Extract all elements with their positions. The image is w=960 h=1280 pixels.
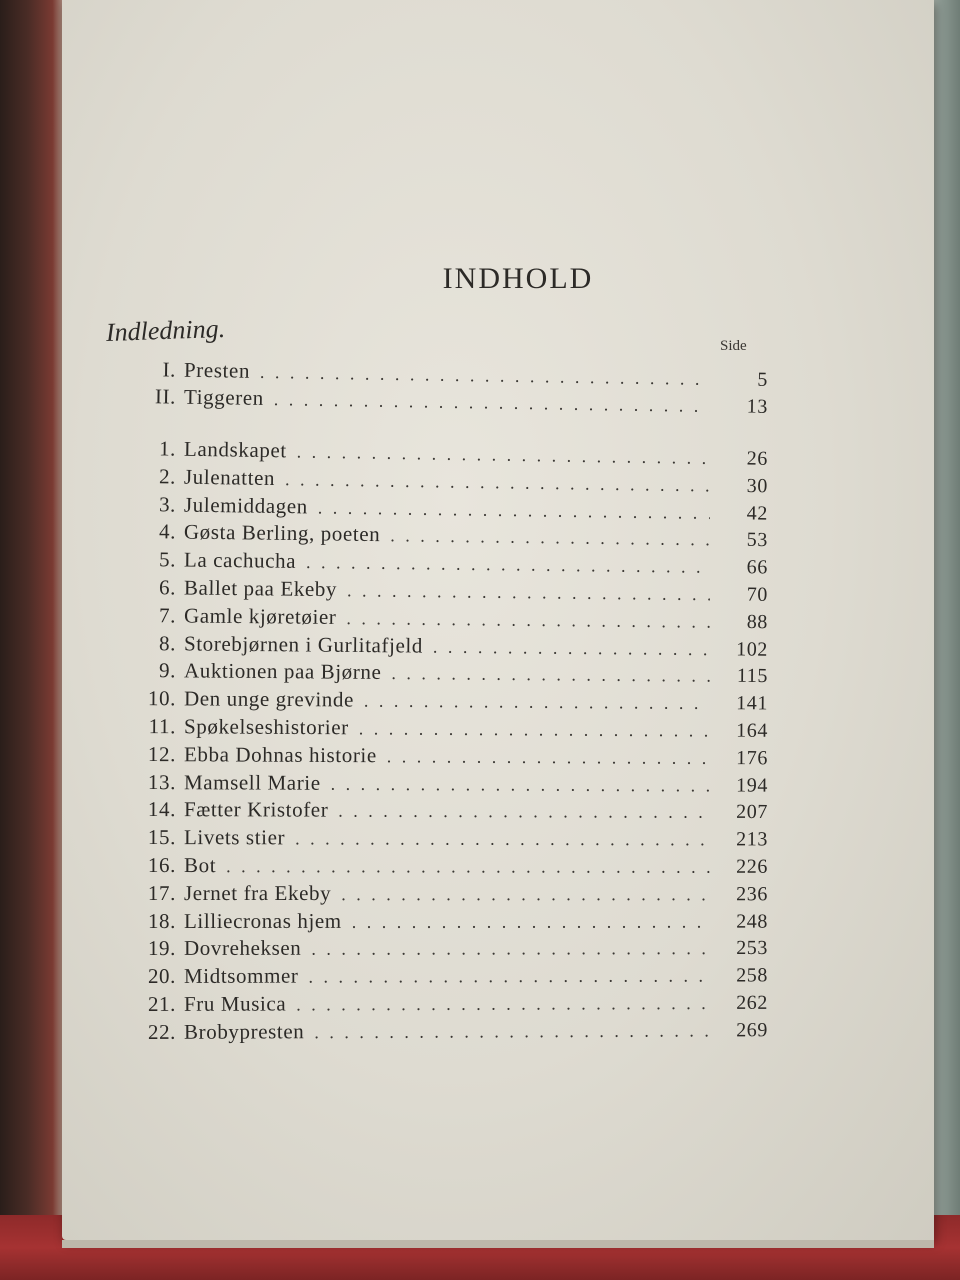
toc-entry-number: 11.: [148, 714, 177, 739]
dot-leader: [296, 993, 710, 1015]
toc-entry-number: 20.: [147, 963, 177, 988]
toc-entry-page: 26: [746, 447, 769, 470]
dot-leader: [331, 774, 710, 797]
toc-entry: [138, 962, 768, 990]
dot-leader: [359, 718, 710, 741]
dot-leader: [274, 389, 710, 417]
toc-entry-page: 115: [736, 664, 769, 688]
toc-entry-number: 13.: [147, 770, 177, 795]
toc-entry-page: 236: [736, 883, 769, 906]
toc-entry-title: Jernet fra Ekeby: [183, 881, 332, 906]
toc-entry-page: 176: [736, 747, 769, 770]
dot-leader: [314, 1020, 710, 1043]
toc-entry-page: 248: [736, 910, 769, 933]
toc-entry: [138, 714, 768, 744]
toc-entry-number: 7.: [158, 603, 177, 628]
toc-entry: [138, 603, 768, 635]
toc-entry-number: 1.: [158, 436, 177, 461]
toc-entry: [138, 909, 768, 935]
toc-entry: [138, 881, 768, 907]
toc-entry-page: 42: [746, 502, 769, 525]
toc-entry-page: 258: [736, 964, 769, 987]
toc-entry-page: 88: [746, 611, 769, 634]
book-page: [62, 0, 934, 1240]
toc-entry-page: 262: [736, 991, 769, 1014]
toc-entry-number: 3.: [158, 492, 177, 517]
toc-entry-title: Julemiddagen: [183, 492, 309, 519]
toc-entry-title: Presten: [183, 357, 251, 383]
toc-entry-title: Bot: [183, 853, 217, 878]
toc-entry-title: Tiggeren: [183, 384, 265, 410]
dot-leader: [346, 608, 710, 633]
toc-entry-title: Brobypresten: [183, 1019, 305, 1044]
toc-entry-title: Midtsommer: [183, 963, 299, 988]
toc-entry-number: 22.: [147, 1019, 177, 1044]
toc-entry-number: 18.: [147, 908, 177, 933]
toc-entry-title: Spøkelseshistorier: [183, 714, 349, 740]
page-edge: [62, 1240, 934, 1248]
toc-entry-title: La cachucha: [183, 547, 297, 573]
toc-entry-title: Ballet paa Ekeby: [183, 575, 338, 602]
toc-entry-number: 12.: [147, 742, 177, 767]
toc-entry-page: 13: [746, 395, 769, 418]
toc-entry-number: 9.: [158, 658, 177, 683]
toc-entry-title: Julenatten: [183, 464, 276, 491]
dot-leader: [352, 912, 710, 933]
dot-leader: [297, 441, 710, 468]
toc-entry-number: I.: [162, 357, 177, 382]
toc-entry-page: 213: [736, 828, 769, 851]
toc-entry-number: 5.: [158, 547, 177, 572]
toc-entry: [138, 990, 768, 1018]
dot-leader: [318, 497, 710, 523]
toc-entry-page: 30: [746, 474, 769, 498]
toc-entry-title: Fru Musica: [183, 991, 287, 1016]
toc-entry-number: 14.: [147, 797, 177, 822]
toc-entry-title: Ebba Dohnas historie: [183, 742, 377, 768]
toc-entry-title: Gøsta Berling, poeten: [183, 519, 381, 547]
toc-entry-number: 16.: [147, 853, 177, 878]
toc-entry-page: 164: [736, 719, 769, 742]
toc-entry: [138, 935, 768, 962]
dot-leader: [311, 938, 710, 960]
side-column-label: Side: [720, 338, 747, 354]
toc-entry: [138, 686, 768, 716]
toc-entry-number: 8.: [158, 631, 177, 656]
toc-entry-page: 194: [736, 774, 769, 797]
toc-entry-title: Landskapet: [183, 436, 287, 463]
toc-entry: [138, 1017, 768, 1046]
dot-leader: [285, 469, 710, 496]
toc-entry: [138, 742, 768, 771]
toc-entry-title: Dovreheksen: [183, 935, 302, 960]
toc-entry-number: 19.: [147, 935, 177, 960]
toc-entry: [138, 658, 768, 689]
dot-leader: [306, 552, 710, 578]
dot-leader: [341, 884, 710, 905]
dot-leader: [364, 691, 710, 714]
toc-entry-page: 70: [746, 583, 769, 606]
toc-entry: [138, 853, 768, 880]
dot-leader: [308, 966, 710, 988]
intro-heading: Indledning.: [105, 313, 226, 347]
book-spine-left: [0, 0, 70, 1280]
page-title: INDHOLD: [442, 262, 594, 295]
toc-entry-page: 207: [736, 800, 769, 824]
toc-entry-page: 269: [736, 1019, 769, 1042]
toc-entry-number: 2.: [158, 464, 177, 489]
table-of-contents: [62, 0, 934, 1240]
toc-entry: [138, 797, 768, 825]
dot-leader: [338, 801, 710, 823]
toc-entry: [138, 575, 768, 608]
dot-leader: [347, 580, 710, 605]
toc-entry-title: Livets stier: [183, 825, 286, 850]
toc-entry-title: Auktionen paa Bjørne: [183, 658, 382, 684]
toc-entry-title: Lilliecronas hjem: [183, 908, 342, 933]
toc-entry-title: Fætter Kristofer: [183, 797, 329, 822]
dot-leader: [391, 663, 710, 687]
toc-entry-title: Storebjørnen i Gurlitafjeld: [183, 631, 424, 658]
toc-entry-title: Mamsell Marie: [183, 770, 321, 795]
toc-entry-title: Gamle kjøretøier: [183, 603, 337, 629]
toc-entry-page: 66: [746, 556, 769, 579]
toc-entry-number: 21.: [147, 991, 177, 1016]
dot-leader: [260, 362, 710, 390]
toc-entry-number: II.: [154, 384, 177, 409]
dot-leader: [387, 746, 710, 769]
toc-entry-page: 102: [736, 638, 769, 661]
dot-leader: [226, 856, 710, 878]
toc-entry-title: Den unge grevinde: [183, 686, 355, 712]
toc-entry-number: 17.: [147, 881, 177, 906]
toc-entry-number: 15.: [147, 825, 177, 850]
toc-entry-number: 6.: [158, 575, 177, 600]
toc-entry-page: 226: [736, 855, 769, 878]
dot-leader: [390, 525, 710, 550]
toc-entry-page: 5: [757, 368, 769, 391]
toc-entry-page: 141: [736, 692, 769, 715]
dot-leader: [295, 828, 710, 850]
toc-entry: [138, 770, 768, 799]
toc-entry-page: 253: [736, 937, 769, 960]
toc-entry-number: 10.: [147, 686, 177, 711]
toc-entry: [138, 825, 768, 852]
toc-entry-page: 53: [746, 528, 769, 552]
dot-leader: [433, 637, 710, 660]
toc-entry-number: 4.: [158, 519, 177, 544]
